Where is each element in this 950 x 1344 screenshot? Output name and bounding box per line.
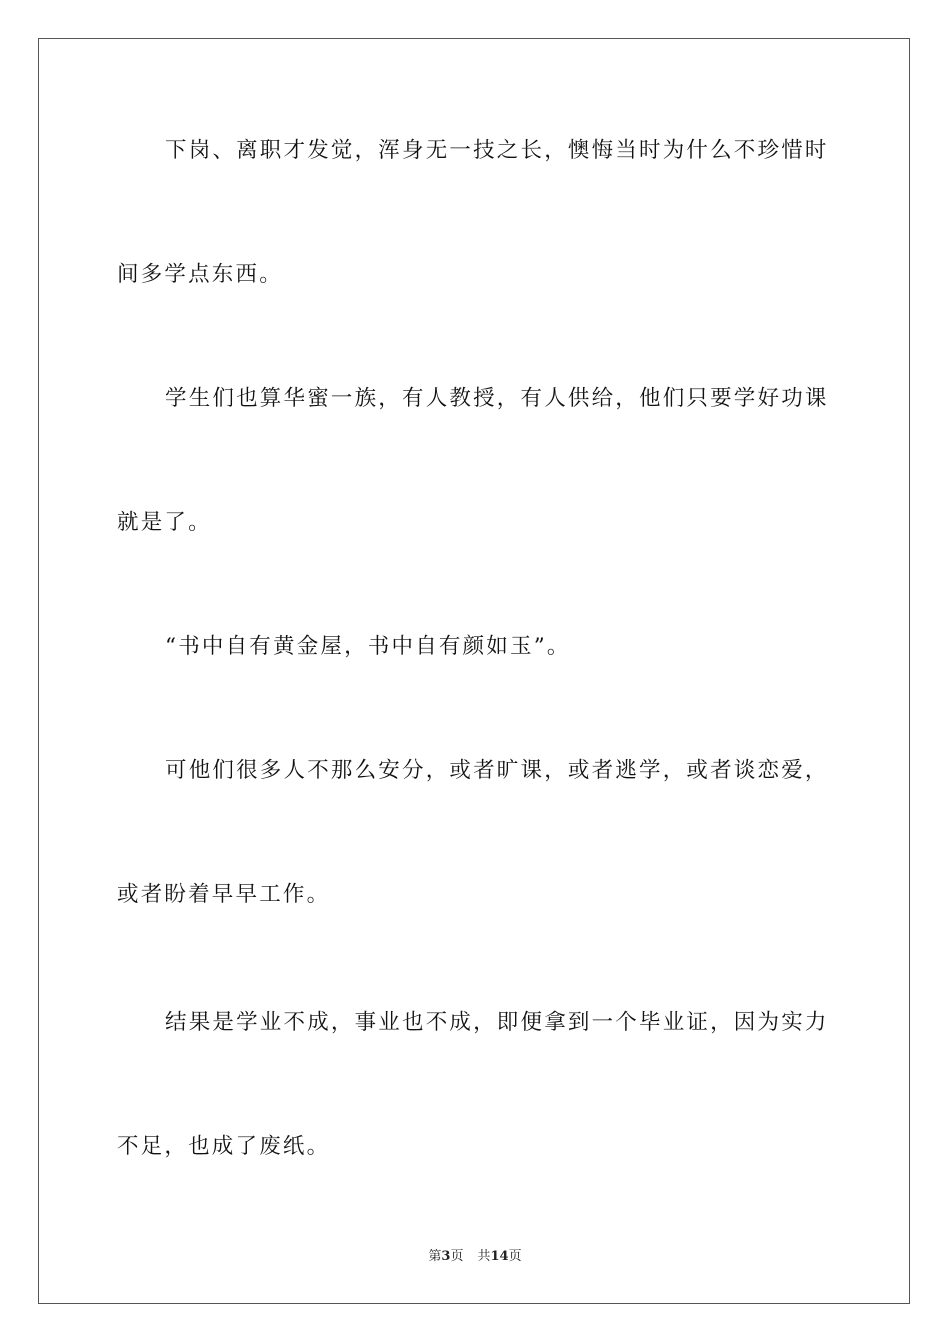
- paragraph-2-line-1: 学生们也算华蜜一族，有人教授，有人供给，他们只要学好功课: [165, 386, 829, 411]
- page-border: [38, 38, 910, 1304]
- paragraph-1-line-1: 下岗、离职才发觉，浑身无一技之长，懊悔当时为什么不珍惜时: [165, 138, 829, 163]
- paragraph-1-line-2: 间多学点东西。: [117, 262, 283, 287]
- page-number: 3: [441, 1249, 451, 1264]
- paragraph-5-line-2: 不足，也成了废纸。: [117, 1134, 331, 1159]
- page-number-prefix: 第: [428, 1249, 442, 1264]
- paragraph-4-line-1: 可他们很多人不那么安分，或者旷课，或者逃学，或者谈恋爱，: [165, 758, 829, 783]
- paragraph-4-line-2: 或者盼着早早工作。: [117, 882, 331, 907]
- paragraph-3-line-1: “书中自有黄金屋，书中自有颜如玉”。: [165, 634, 571, 659]
- total-pages-prefix: 共: [477, 1249, 491, 1264]
- paragraph-2-line-2: 就是了。: [117, 510, 212, 535]
- page-number-suffix: 页: [450, 1249, 464, 1264]
- page-footer: [0, 1248, 950, 1266]
- paragraph-5-line-1: 结果是学业不成，事业也不成，即便拿到一个毕业证，因为实力: [165, 1010, 829, 1035]
- total-pages-suffix: 页: [508, 1249, 522, 1264]
- total-pages: 14: [490, 1249, 509, 1264]
